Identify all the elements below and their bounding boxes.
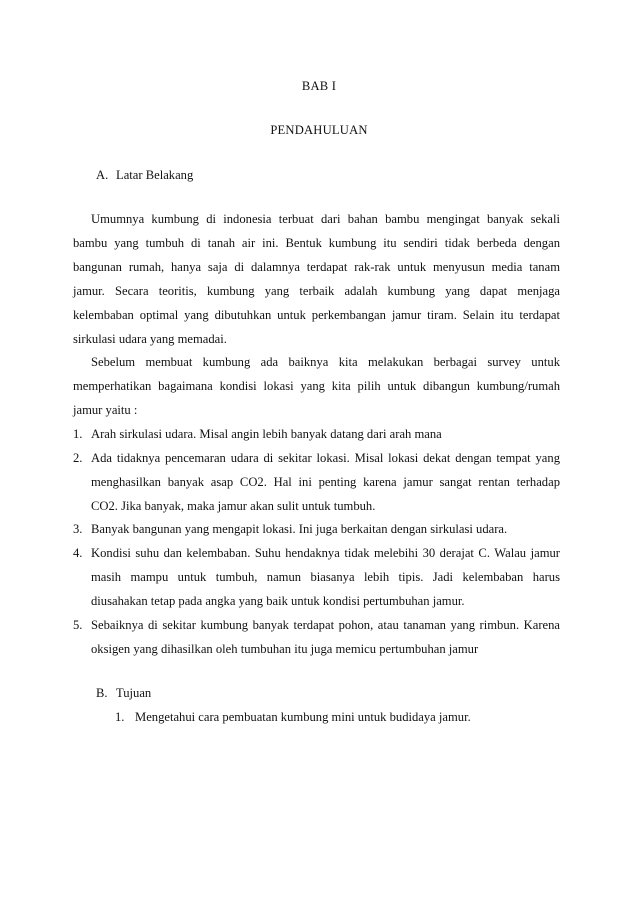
list-item-line: menghasilkan banyak asap CO2. Hal ini penting karena jamur sangat rentan terhadap [91,475,560,489]
section-b-number: B. [96,686,108,700]
list-item-number: 1. [73,427,83,441]
list-item-number: 2. [73,451,83,465]
paragraph-1-line: sirkulasi udara yang memadai. [73,332,227,346]
paragraph-2-line: jamur yaitu : [73,403,138,417]
paragraph-1-line: Umumnya kumbung di indonesia terbuat dari bahan bambu mengingat banyak sekali [91,212,560,226]
list-item-number: 4. [73,546,83,560]
paragraph-1-line: kelembaban optimal yang dibutuhkan untuk perkembangan jamur tiram. Selain itu terdapat [73,308,560,322]
list-item-line: Ada tidaknya pencemaran udara di sekitar lokasi. Misal lokasi dekat dengan tempat yang [91,451,560,465]
section-b-title: Tujuan [116,686,152,700]
chapter-title: PENDAHULUAN [270,123,368,137]
objective-item-text: Mengetahui cara pembuatan kumbung mini untuk budidaya jamur. [135,710,471,724]
list-item-line: masih mampu untuk tumbuh, namun biasanya lebih tipis. Jadi kelembaban harus [91,570,560,584]
list-item-line: Sebaiknya di sekitar kumbung banyak terdapat pohon, atau tanaman yang rimbun. Karena [91,618,560,632]
list-item-number: 3. [73,522,83,536]
paragraph-1-line: bangunan rumah, hanya saja di dalamnya terdapat rak-rak untuk menyusun media tanam [73,260,560,274]
paragraph-1-line: jamur. Secara teoritis, kumbung yang terbaik adalah kumbung yang dapat menjaga [73,284,560,298]
paragraph-2-line: Sebelum membuat kumbung ada baiknya kita melakukan berbagai survey untuk [91,355,560,369]
paragraph-1-line: bambu yang tumbuh di tanah air ini. Bentuk kumbung itu sendiri tidak berbeda dengan [73,236,560,250]
list-item-line: Kondisi suhu dan kelembaban. Suhu hendaknya tidak melebihi 30 derajat C. Walau jamur [91,546,560,560]
paragraph-2-line: memperhatikan bagaimana kondisi lokasi yang kita pilih untuk dibangun kumbung/rumah [73,379,560,393]
list-item-number: 5. [73,618,83,632]
section-a-number: A. [96,168,109,182]
list-item-line: Arah sirkulasi udara. Misal angin lebih banyak datang dari arah mana [91,427,442,441]
list-item-line: Banyak bangunan yang mengapit lokasi. Ini juga berkaitan dengan sirkulasi udara. [91,522,508,536]
list-item-line: oksigen yang dihasilkan oleh tumbuhan itu juga memicu pertumbuhan jamur [91,642,479,656]
list-item-line: diusahakan tetap pada angka yang baik untuk kondisi pertumbuhan jamur. [91,594,465,608]
chapter-number: BAB I [301,79,337,93]
objective-item-number: 1. [115,710,125,724]
list-item-line: CO2. Jika banyak, maka jamur akan sulit untuk tumbuh. [91,499,376,513]
section-a-title: Latar Belakang [116,168,194,182]
